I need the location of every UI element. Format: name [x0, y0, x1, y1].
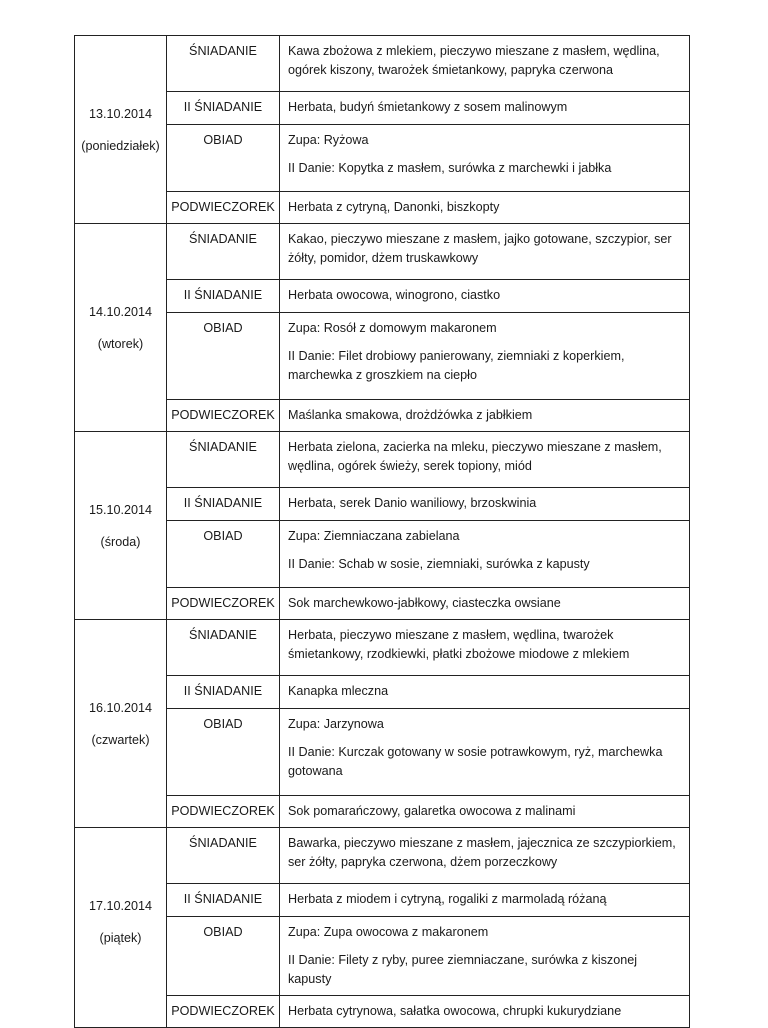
- meal-label: II ŚNIADANIE: [183, 684, 263, 699]
- meal-description: Herbata cytrynowa, sałatka owocowa, chrupki kukurydziane: [288, 1004, 622, 1018]
- meal-label: OBIAD: [203, 529, 243, 544]
- meal-description-second-course: II Danie: Kurczak gotowany w sosie potrawkowym, ryż, marchewka gotowana: [288, 745, 663, 779]
- meal-label-cell: [167, 488, 280, 521]
- meal-label: OBIAD: [203, 925, 243, 939]
- meal-label: II ŚNIADANIE: [183, 100, 263, 115]
- meal-label: ŚNIADANIE: [189, 44, 257, 58]
- meal-description-second-course: II Danie: Schab w sosie, ziemniaki, surówka z kapusty: [288, 557, 590, 572]
- meal-description-cell: [280, 996, 690, 1028]
- day-date: 17.10.2014: [88, 898, 153, 913]
- meal-label-cell: [167, 399, 280, 431]
- meal-label: PODWIECZOREK: [171, 1004, 275, 1018]
- meal-label-cell: [167, 224, 280, 280]
- menu-row: [75, 828, 690, 884]
- meal-label-cell: [167, 521, 280, 587]
- meal-description: Bawarka, pieczywo mieszane z masłem, jajecznica ze szczypiorkiem, ser żółty, papryka czerwona, dżem porzeczkowy: [288, 836, 676, 869]
- meal-label-cell: [167, 191, 280, 223]
- day-date: 14.10.2014: [88, 304, 153, 319]
- meal-label: OBIAD: [203, 133, 243, 148]
- meal-description: Zupa: Jarzynowa: [288, 717, 384, 732]
- meal-description: Kanapka mleczna: [288, 684, 389, 699]
- meal-description: Herbata, serek Danio waniliowy, brzoskwinia: [288, 496, 537, 511]
- meal-description: Maślanka smakowa, drożdżówka z jabłkiem: [288, 407, 533, 422]
- meal-label: OBIAD: [203, 717, 243, 732]
- meal-label: PODWIECZOREK: [171, 407, 275, 422]
- meal-label: II ŚNIADANIE: [183, 496, 263, 511]
- menu-row: [75, 521, 690, 587]
- day-cell: [75, 224, 167, 432]
- meal-description-cell: [280, 432, 690, 488]
- menu-row: [75, 996, 690, 1028]
- meal-description-cell: [280, 795, 690, 827]
- meal-description-cell: [280, 709, 690, 795]
- menu-row: [75, 36, 690, 92]
- meal-label: PODWIECZOREK: [171, 199, 275, 214]
- meal-description-second-course: II Danie: Filety z ryby, puree ziemniaczane, surówka z kiszonej kapusty: [288, 953, 638, 986]
- meal-description-cell: [280, 92, 690, 125]
- menu-row: [75, 488, 690, 521]
- menu-row: [75, 191, 690, 223]
- menu-row: [75, 676, 690, 709]
- meal-label-cell: [167, 92, 280, 125]
- meal-label: II ŚNIADANIE: [183, 288, 263, 303]
- meal-description: Zupa: Zupa owocowa z makaronem: [288, 925, 489, 939]
- meal-label-cell: [167, 795, 280, 827]
- meal-label: PODWIECZOREK: [171, 803, 275, 818]
- meal-label: OBIAD: [203, 321, 243, 336]
- meal-label: ŚNIADANIE: [189, 628, 257, 642]
- meal-description: Herbata zielona, zacierka na mleku, pieczywo mieszane z masłem, wędlina, ogórek świeży, serek topiony, miód: [288, 440, 662, 473]
- menu-row: [75, 587, 690, 619]
- day-cell: [75, 828, 167, 1028]
- meal-label-cell: [167, 996, 280, 1028]
- meal-label-cell: [167, 432, 280, 488]
- meal-description-cell: [280, 884, 690, 917]
- weekly-menu-table: [74, 35, 690, 1028]
- meal-description: Kakao, pieczywo mieszane z masłem, jajko gotowane, szczypior, ser żółty, pomidor, dżem truskawkowy: [288, 232, 672, 265]
- day-date: 16.10.2014: [88, 700, 153, 715]
- meal-description: Herbata, pieczywo mieszane z masłem, wędlina, twarożek śmietankowy, rzodkiewki, płatki zbożowe miodowe z mlekiem: [288, 628, 630, 661]
- meal-description: Herbata, budyń śmietankowy z sosem malinowym: [288, 100, 568, 115]
- day-cell: [75, 36, 167, 224]
- meal-label-cell: [167, 884, 280, 917]
- meal-description-cell: [280, 280, 690, 313]
- meal-description: Zupa: Ziemniaczana zabielana: [288, 529, 460, 544]
- meal-label-cell: [167, 313, 280, 399]
- meal-label: ŚNIADANIE: [189, 836, 257, 850]
- day-cell: [75, 620, 167, 828]
- menu-row: [75, 884, 690, 917]
- meal-description: Herbata z cytryną, Danonki, biszkopty: [288, 199, 500, 214]
- menu-row: [75, 709, 690, 795]
- menu-body: [75, 36, 690, 1028]
- day-date: 13.10.2014: [88, 106, 153, 121]
- menu-row: [75, 620, 690, 676]
- meal-label: PODWIECZOREK: [171, 595, 275, 610]
- meal-description-cell: [280, 313, 690, 399]
- menu-row: [75, 125, 690, 191]
- menu-row: [75, 224, 690, 280]
- meal-description-cell: [280, 224, 690, 280]
- meal-label: ŚNIADANIE: [189, 440, 257, 454]
- meal-description-second-course: II Danie: Filet drobiowy panierowany, ziemniaki z koperkiem, marchewka z groszkiem na ciepło: [288, 349, 625, 383]
- meal-description: Sok pomarańczowy, galaretka owocowa z malinami: [288, 803, 576, 818]
- meal-description-cell: [280, 36, 690, 92]
- menu-row: [75, 795, 690, 827]
- meal-label-cell: [167, 709, 280, 795]
- meal-label-cell: [167, 587, 280, 619]
- day-weekday: (piątek): [99, 930, 142, 945]
- meal-description-cell: [280, 676, 690, 709]
- meal-label-cell: [167, 620, 280, 676]
- meal-description: Zupa: Ryżowa: [288, 133, 369, 148]
- meal-description-cell: [280, 125, 690, 191]
- day-cell: [75, 432, 167, 620]
- day-weekday: (poniedziałek): [81, 138, 160, 153]
- meal-description-cell: [280, 488, 690, 521]
- meal-label-cell: [167, 828, 280, 884]
- meal-description: Herbata z miodem i cytryną, rogaliki z marmoladą różaną: [288, 892, 607, 906]
- meal-description-second-course: II Danie: Kopytka z masłem, surówka z marchewki i jabłka: [288, 161, 612, 176]
- menu-row: [75, 917, 690, 996]
- menu-row: [75, 399, 690, 431]
- day-weekday: (czwartek): [91, 732, 150, 747]
- meal-description-cell: [280, 828, 690, 884]
- meal-description-cell: [280, 191, 690, 223]
- meal-label-cell: [167, 125, 280, 191]
- meal-description-cell: [280, 399, 690, 431]
- menu-row: [75, 92, 690, 125]
- meal-description: Herbata owocowa, winogrono, ciastko: [288, 288, 501, 303]
- day-weekday: (wtorek): [97, 336, 144, 351]
- meal-description: Zupa: Rosół z domowym makaronem: [288, 321, 497, 336]
- meal-label-cell: [167, 917, 280, 996]
- day-date: 15.10.2014: [88, 502, 153, 517]
- meal-description-cell: [280, 521, 690, 587]
- meal-description-cell: [280, 620, 690, 676]
- meal-label-cell: [167, 676, 280, 709]
- menu-row: [75, 280, 690, 313]
- meal-label-cell: [167, 280, 280, 313]
- meal-label: ŚNIADANIE: [189, 232, 257, 246]
- meal-description-cell: [280, 917, 690, 996]
- meal-description-cell: [280, 587, 690, 619]
- meal-description: Sok marchewkowo-jabłkowy, ciasteczka owsiane: [288, 595, 561, 610]
- meal-label-cell: [167, 36, 280, 92]
- meal-label: II ŚNIADANIE: [183, 892, 263, 906]
- menu-row: [75, 313, 690, 399]
- meal-description: Kawa zbożowa z mlekiem, pieczywo mieszane z masłem, wędlina, ogórek kiszony, twarożek śmietankowy, papryka czerwona: [288, 44, 660, 77]
- day-weekday: (środa): [100, 534, 141, 549]
- menu-row: [75, 432, 690, 488]
